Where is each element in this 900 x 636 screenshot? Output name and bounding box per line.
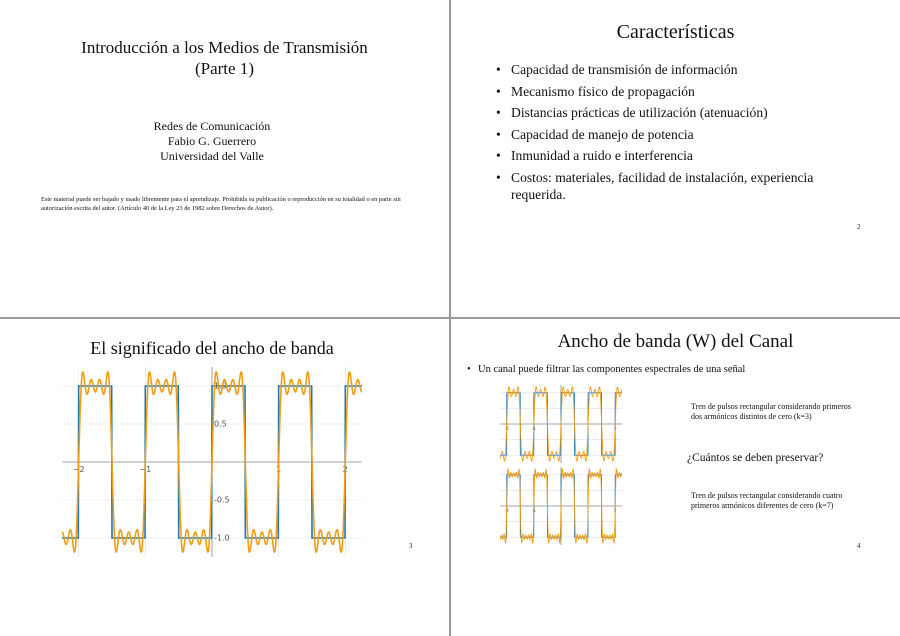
y-tick-label: 0.5: [214, 419, 227, 429]
slide-4-title: Ancho de banda (W) del Canal: [557, 331, 794, 352]
question-text: ¿Cuántos se deben preservar?: [687, 452, 824, 464]
list-item: • Inmunidad a ruido e interferencia: [511, 147, 871, 164]
course-name: Redes de Comunicación: [153, 119, 271, 133]
title-line-2: (Parte 1): [194, 59, 254, 78]
page-number: 2: [857, 223, 861, 231]
fourier-k3-plot: [500, 385, 622, 463]
x-tick-label: 1: [586, 508, 590, 513]
x-tick-label: 2: [342, 465, 348, 474]
x-tick-label: -1: [531, 426, 536, 431]
slide-4: [451, 319, 900, 636]
list-item: • Mecanismo físico de propagación: [511, 83, 871, 100]
caption-k3: Tren de pulsos rectangular considerando primeros dos armónicos distintos de cero (k=3): [691, 402, 851, 421]
title-line-1: Introducción a los Medios de Transmisión: [81, 38, 368, 57]
legal-notice: Este material puede ser bajado y usado libremente para el aprendizaje. Prohibida su publicación o reproducción en su totalidad o en parte sin autorización escrita del autor. (Artículo 40 de la Ley 23 de 1982 sobre Derechos de Autor).: [41, 196, 401, 212]
y-tick-label: -1.0: [214, 533, 230, 543]
slide-2-title: Características: [616, 21, 735, 43]
list-item: • Capacidad de manejo de potencia: [511, 126, 871, 143]
fourier-k7-plot: [500, 467, 622, 545]
x-tick-label: 1: [276, 465, 282, 474]
slide-3: [0, 319, 449, 636]
x-tick-label: -1: [531, 508, 536, 513]
x-tick-label: -2: [504, 508, 509, 513]
list-item: • Costos: materiales, facilidad de instalación, experiencia requerida.: [511, 169, 871, 203]
x-tick-label: 1: [586, 426, 590, 431]
slide-1-title: [0, 37, 449, 79]
list-item: • Distancias prácticas de utilización (atenuación): [511, 104, 871, 121]
slide-1: [0, 0, 449, 317]
x-tick-label: 2: [613, 426, 617, 431]
author-block: [0, 119, 424, 164]
author-name: Fabio G. Guerrero: [167, 134, 257, 148]
x-tick-label: −1: [139, 465, 152, 474]
page-number: 3: [409, 542, 413, 550]
square-wave-plot: [62, 367, 362, 557]
characteristics-list: [495, 61, 871, 207]
x-tick-label: −2: [72, 465, 85, 474]
channel-bullet: • Un canal puede filtrar las componentes espectrales de una señal: [478, 364, 745, 375]
x-tick-label: 2: [613, 508, 617, 513]
slide-3-title: El significado del ancho de banda: [90, 338, 334, 358]
y-tick-label: -0.5: [214, 495, 230, 505]
university-name: Universidad del Valle: [160, 149, 264, 163]
caption-k7: Tren de pulsos rectangular considerando cuatro primeros armónicos diferentes de cero (k=7): [691, 491, 843, 510]
list-item: • Capacidad de transmisión de información: [511, 61, 871, 78]
x-tick-label: -2: [504, 426, 509, 431]
y-tick-label: 1.0: [214, 381, 227, 391]
page-number: 4: [857, 542, 861, 550]
slide-2: [451, 0, 900, 317]
